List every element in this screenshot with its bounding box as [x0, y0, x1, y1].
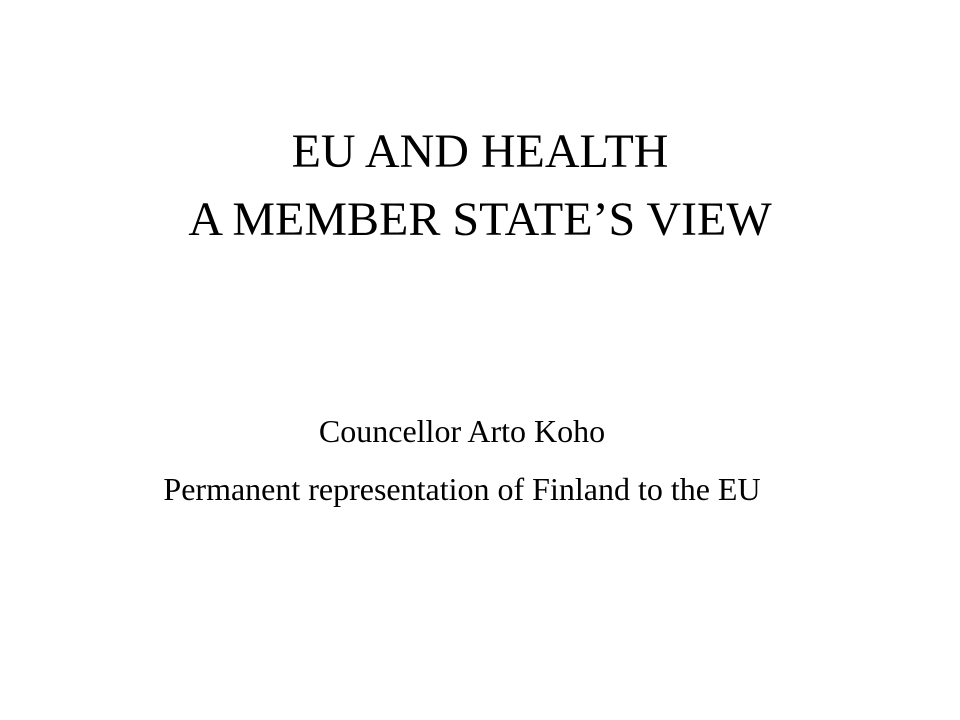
title-line-2: A MEMBER STATE’S VIEW	[188, 193, 772, 246]
title-line-1: EU AND HEALTH	[291, 125, 669, 178]
presenter-name: Councellor Arto Koho	[318, 413, 606, 449]
slide-subtitle	[0, 402, 924, 518]
presenter-affiliation: Permanent representation of Finland to the EU	[163, 471, 761, 507]
slide-title	[0, 118, 960, 254]
